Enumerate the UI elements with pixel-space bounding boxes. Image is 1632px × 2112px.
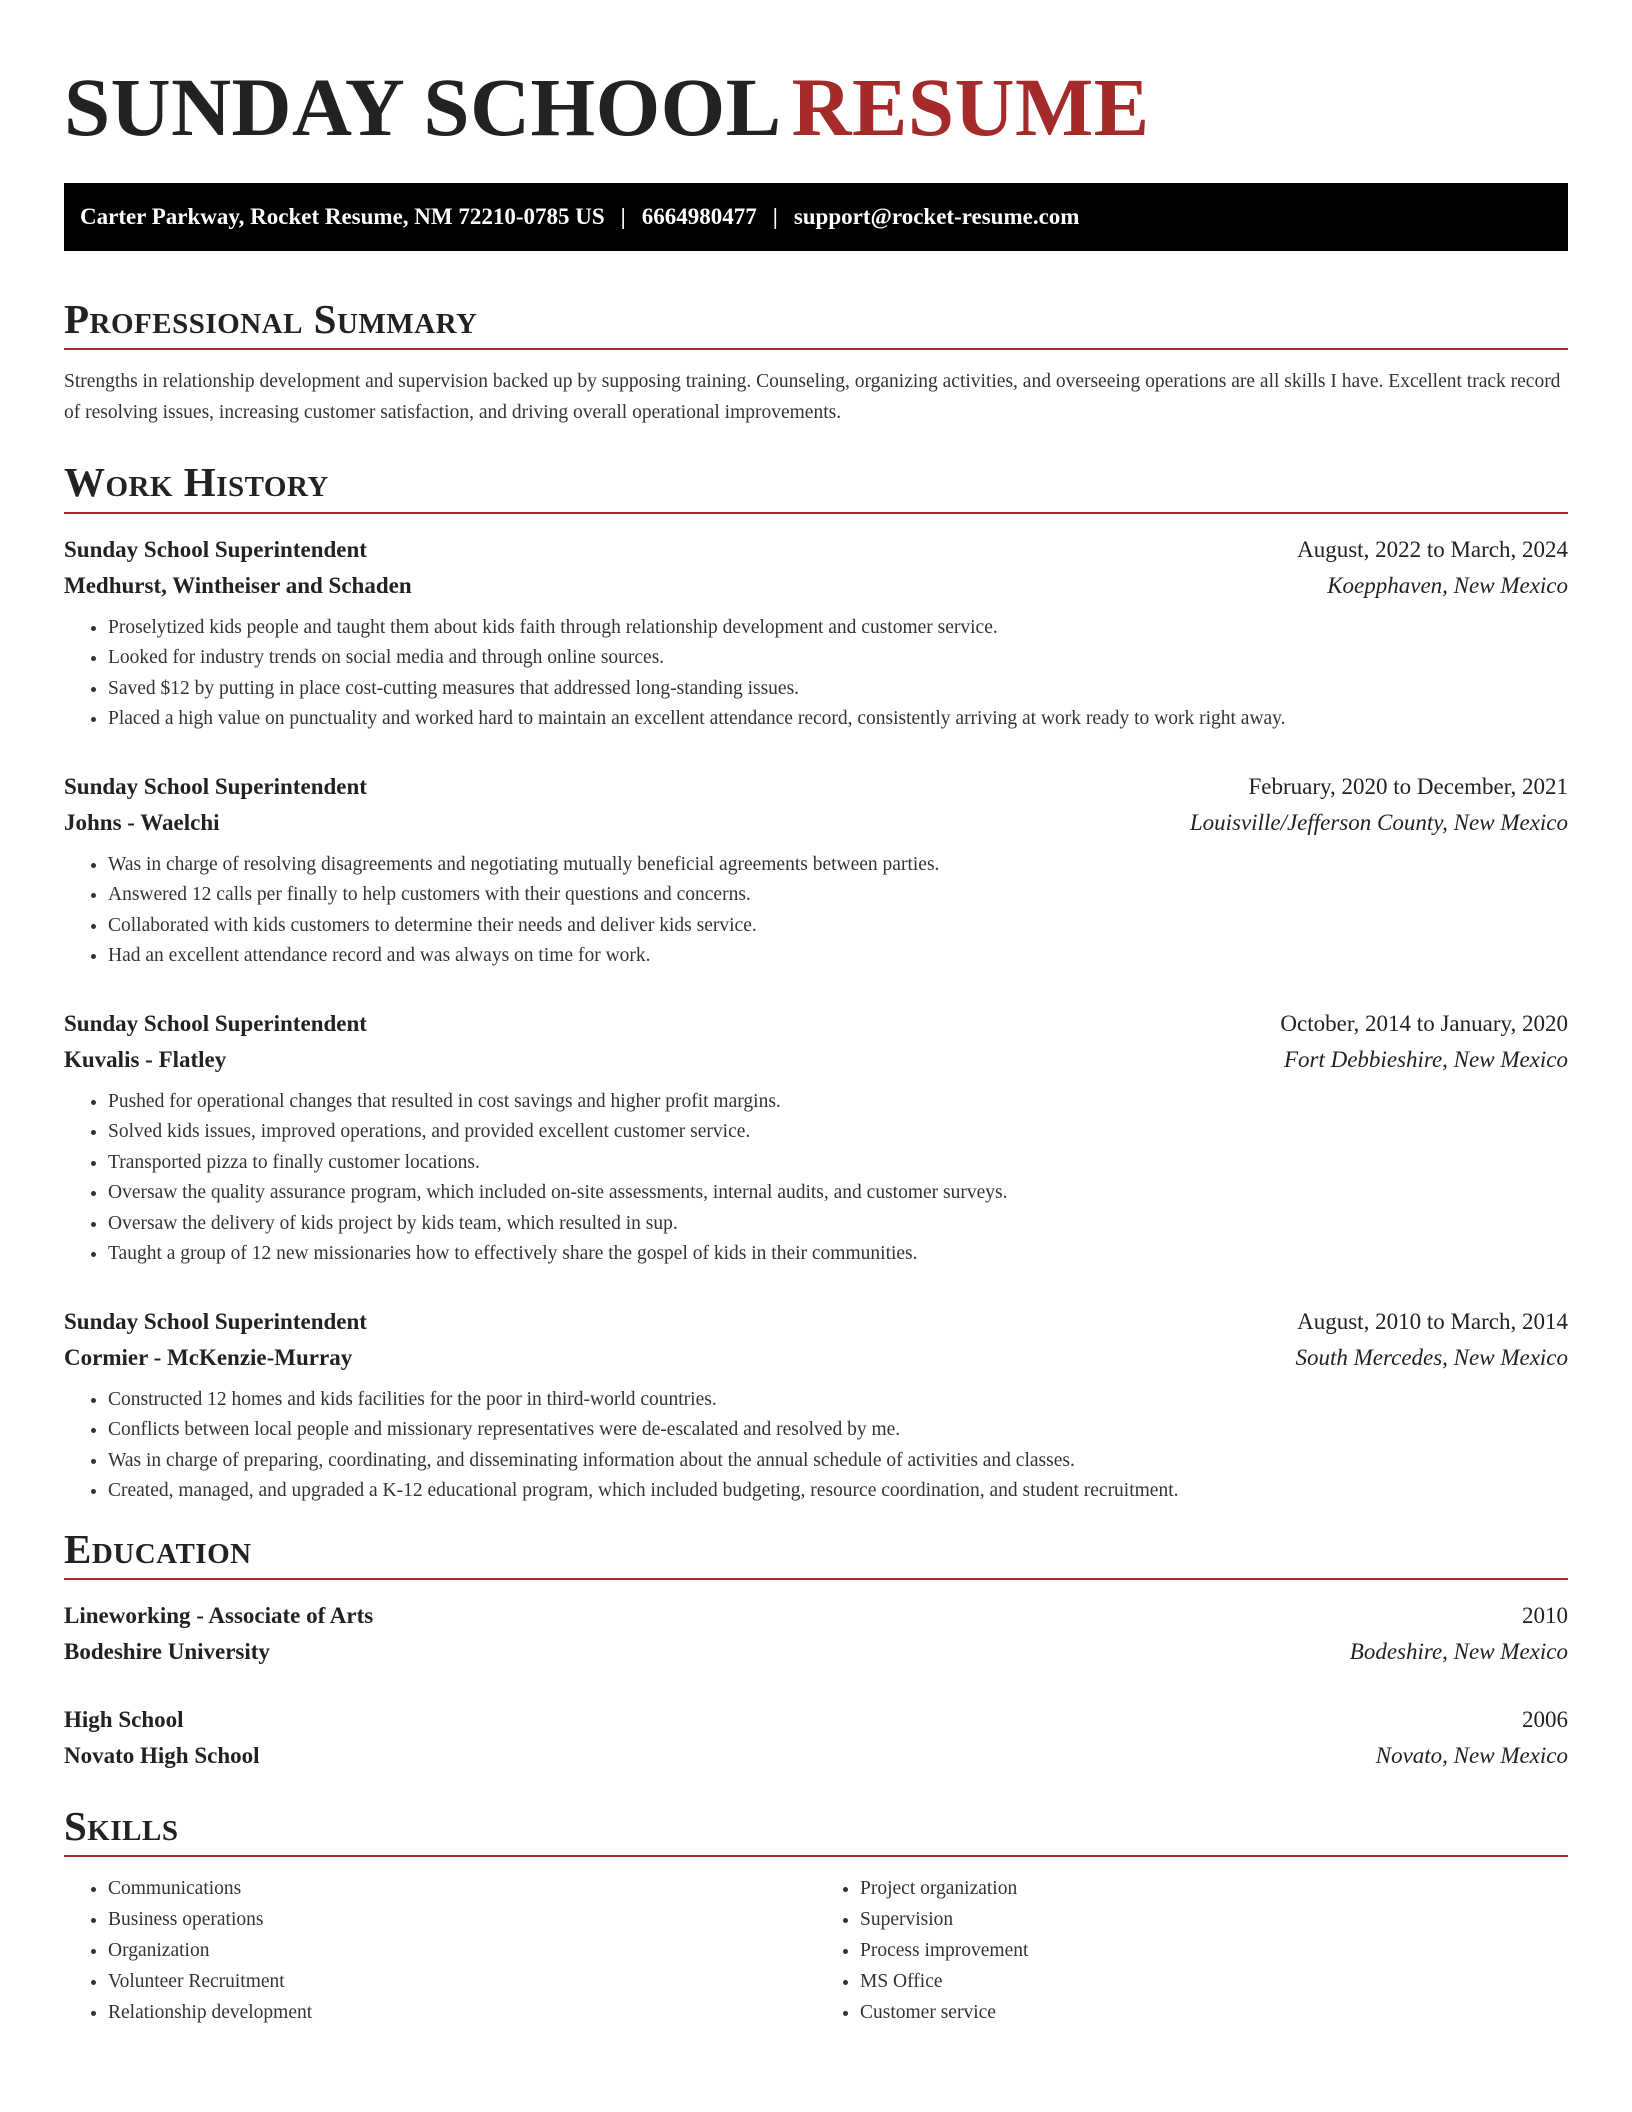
job-location: Fort Debbieshire, New Mexico [1283,1046,1568,1072]
contact-separator: | [620,204,626,230]
job-bullets [64,613,1568,735]
job-list [64,532,1568,1507]
education-school-row [64,1738,1568,1774]
job-title: Sunday School Superintendent [64,536,367,562]
education-degree: Lineworking - Associate of Arts [64,1602,374,1628]
job-company: Johns - Waelchi [64,809,220,835]
job-company-row [64,568,1568,604]
contact-address: Carter Parkway, Rocket Resume, NM 72210-0785 US [80,204,605,230]
job-company: Cormier - McKenzie-Murray [64,1344,353,1370]
education-year: 2006 [1522,1706,1568,1732]
job-bullet: • Collaborated with kids customers to determine their needs and deliver kids service. [108,911,1568,942]
job-company: Medhurst, Wintheiser and Schaden [64,572,412,598]
job-bullet: • Looked for industry trends on social media and through online sources. [108,643,1568,674]
job-dates: February, 2020 to December, 2021 [1248,773,1568,799]
skill-item: • Relationship development [108,1997,816,2028]
job-title-row [64,1006,1568,1042]
job-bullet: • Transported pizza to finally customer locations. [108,1148,1568,1179]
job-bullet: • Oversaw the quality assurance program, which included on-site assessments, internal audits, and customer surveys. [108,1178,1568,1209]
job-company-row [64,1340,1568,1376]
job-bullets [64,850,1568,972]
resume-title [64,62,1568,153]
job-entry [64,769,1568,972]
skill-item: • Business operations [108,1904,816,1935]
education-school-row [64,1634,1568,1670]
job-bullet: • Pushed for operational changes that resulted in cost savings and higher profit margins. [108,1087,1568,1118]
job-title: Sunday School Superintendent [64,773,367,799]
skill-item: • Project organization [860,1873,1568,1904]
education-location: Novato, New Mexico [1375,1742,1568,1768]
job-entry [64,532,1568,735]
job-company-row [64,1042,1568,1078]
job-bullet: • Proselytized kids people and taught them about kids faith through relationship development and customer service. [108,613,1568,644]
skill-item: • Process improvement [860,1935,1568,1966]
education-location: Bodeshire, New Mexico [1349,1638,1568,1664]
job-dates: October, 2014 to January, 2020 [1280,1010,1568,1036]
education-school: Novato High School [64,1742,260,1768]
contact-phone: 6664980477 [641,204,757,230]
job-title: Sunday School Superintendent [64,1010,367,1036]
job-title-row [64,769,1568,805]
skills-column-left [64,1873,816,2028]
title-part-1: SUNDAY SCHOOL [64,61,782,153]
job-entry [64,1304,1568,1507]
education-year: 2010 [1522,1602,1568,1628]
job-bullet: • Was in charge of resolving disagreements and negotiating mutually beneficial agreements between parties. [108,850,1568,881]
education-section [64,1525,1568,1774]
job-bullet: • Created, managed, and upgraded a K-12 educational program, which included budgeting, resource coordination, and student recruitment. [108,1476,1568,1507]
job-bullet: • Placed a high value on punctuality and worked hard to maintain an excellent attendance record, consistently arriving at work ready to work right away. [108,704,1568,735]
education-entry [64,1702,1568,1774]
skill-item: • Supervision [860,1904,1568,1935]
job-dates: August, 2022 to March, 2024 [1297,536,1568,562]
job-bullet: • Oversaw the delivery of kids project by kids team, which resulted in sup. [108,1209,1568,1240]
education-list [64,1598,1568,1774]
job-bullet: • Constructed 12 homes and kids facilities for the poor in third-world countries. [108,1385,1568,1416]
education-entry [64,1598,1568,1670]
title-part-2: RESUME [791,61,1150,153]
contact-email: support@rocket-resume.com [793,204,1080,230]
work-history-section [64,458,1568,1506]
job-bullets [64,1385,1568,1507]
job-bullet: • Answered 12 calls per finally to help customers with their questions and concerns. [108,880,1568,911]
job-entry [64,1006,1568,1270]
skill-item: • MS Office [860,1966,1568,1997]
job-company-row [64,805,1568,841]
job-bullets [64,1087,1568,1270]
job-location: Louisville/Jefferson County, New Mexico [1189,809,1568,835]
skills-column-right [816,1873,1568,2028]
section-heading: Work History [64,458,1568,513]
section-heading: Professional Summary [64,295,1568,350]
skill-item: • Customer service [860,1997,1568,2028]
skill-item: • Communications [108,1873,816,1904]
job-bullet: • Solved kids issues, improved operations, and provided excellent customer service. [108,1117,1568,1148]
skill-item: • Volunteer Recruitment [108,1966,816,1997]
education-degree: High School [64,1706,184,1732]
skill-item: • Organization [108,1935,816,1966]
contact-separator: | [772,204,778,230]
job-bullet: • Taught a group of 12 new missionaries how to effectively share the gospel of kids in their communities. [108,1239,1568,1270]
job-location: Koepphaven, New Mexico [1327,572,1568,598]
job-title-row [64,1304,1568,1340]
job-bullet: • Saved $12 by putting in place cost-cutting measures that addressed long-standing issues. [108,674,1568,705]
professional-summary-section [64,295,1568,428]
skills-section [64,1802,1568,2028]
job-location: South Mercedes, New Mexico [1295,1344,1568,1370]
contact-bar [64,183,1568,251]
job-bullet: • Had an excellent attendance record and was always on time for work. [108,941,1568,972]
section-heading: Education [64,1525,1568,1580]
education-degree-row [64,1598,1568,1634]
job-bullet: • Was in charge of preparing, coordinating, and disseminating information about the annual schedule of activities and classes. [108,1446,1568,1477]
job-company: Kuvalis - Flatley [64,1046,227,1072]
section-heading: Skills [64,1802,1568,1857]
job-title-row [64,532,1568,568]
education-school: Bodeshire University [64,1638,270,1664]
job-title: Sunday School Superintendent [64,1308,367,1334]
education-degree-row [64,1702,1568,1738]
summary-text: Strengths in relationship development and supervision backed up by supposing training. Counseling, organizing activities, and overseeing operations are all skills I have. Excellent track record of resolving issues, increasing customer satisfaction, and driving overall operational improvements. [64,371,1561,424]
job-bullet: • Conflicts between local people and missionary representatives were de-escalated and resolved by me. [108,1415,1568,1446]
skills-columns [64,1873,1568,2028]
job-dates: August, 2010 to March, 2014 [1297,1308,1568,1334]
